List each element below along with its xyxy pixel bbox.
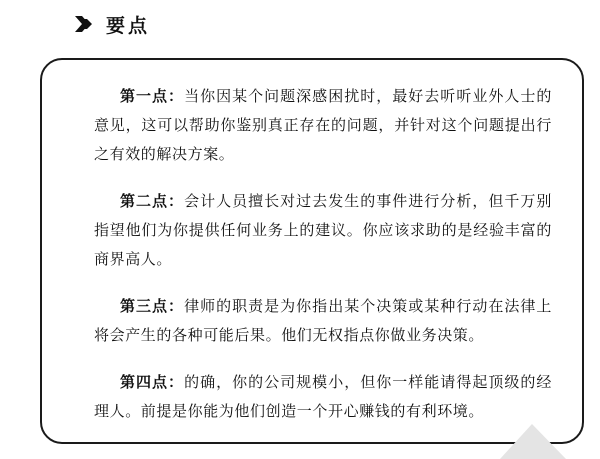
section-title: 要点 <box>106 14 151 37</box>
key-point-label: 第三点： <box>120 297 185 315</box>
key-points-box <box>40 58 584 444</box>
key-point-label: 第二点： <box>120 192 185 210</box>
key-point-label: 第四点： <box>120 373 185 391</box>
key-point-text: 当你因某个问题深感困扰时，最好去听听业外人士的意见，这可以帮助你鉴别真正存在的问题，并针对这个问题提出行之有效的解决方案。 <box>94 87 552 163</box>
double-chevron-right-icon <box>74 14 96 34</box>
section-heading <box>74 10 150 38</box>
key-point-2 <box>94 187 552 274</box>
key-point-text: 的确，你的公司规模小，但你一样能请得起顶级的经理人。前提是你能为他们创造一个开心赚钱的有利环境。 <box>94 373 552 420</box>
key-point-4 <box>94 368 552 426</box>
key-point-text: 律师的职责是为你指出某个决策或某种行动在法律上将会产生的各种可能后果。他们无权指点你做业务决策。 <box>94 297 552 344</box>
key-point-text: 会计人员擅长对过去发生的事件进行分析，但千万别指望他们为你提供任何业务上的建议。你应该求助的是经验丰富的商界高人。 <box>94 192 552 268</box>
key-point-3 <box>94 292 552 350</box>
key-point-1 <box>94 82 552 169</box>
key-point-label: 第一点： <box>120 87 185 105</box>
